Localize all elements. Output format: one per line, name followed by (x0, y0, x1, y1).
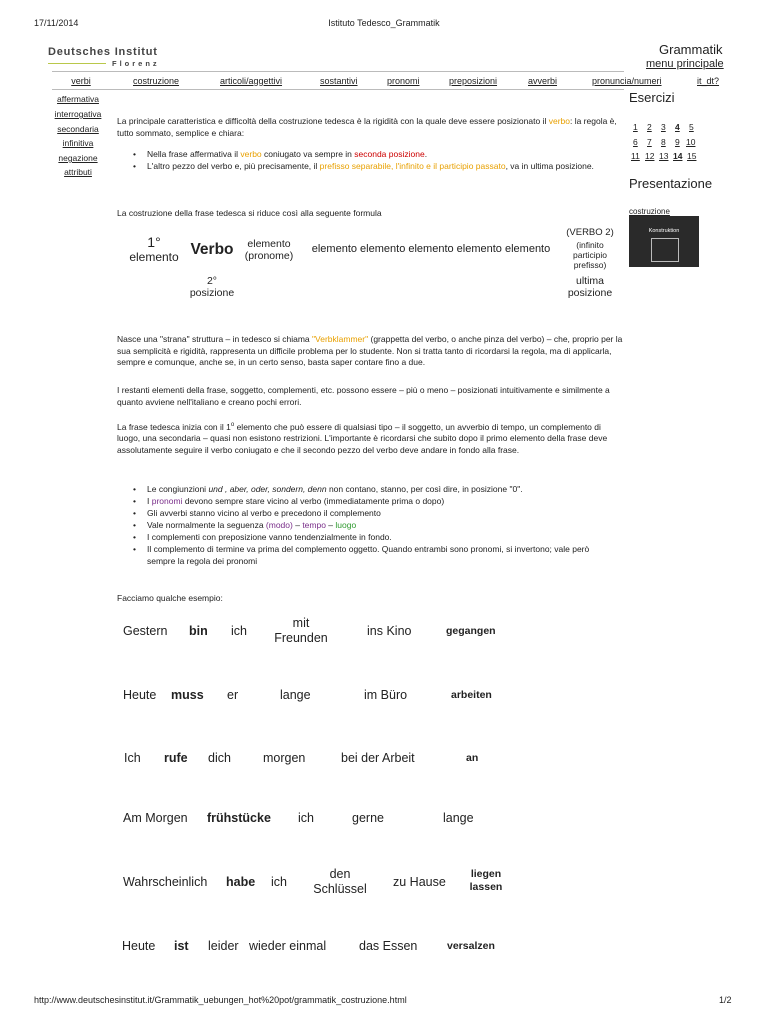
exercise-link-10[interactable]: 10 (686, 137, 696, 147)
example-verb: rufe (164, 751, 188, 765)
example-word: gerne (352, 811, 384, 825)
logo-line2: Florenz (112, 59, 160, 68)
nav-pronuncia[interactable]: pronuncia/numeri (592, 76, 662, 86)
example-word: ich (271, 875, 287, 889)
rules-list (133, 148, 623, 172)
print-url: http://www.deutschesinstitut.it/Grammatik_uebungen_hot%20pot/grammatik_costruzione.html (34, 995, 407, 1005)
example-word: leider (208, 939, 239, 953)
tip-item-4: • Vale normalmente la seguenza (modo) – tempo – luogo (133, 519, 603, 531)
presentation-thumbnail[interactable] (629, 216, 699, 267)
example-verb: habe (226, 875, 256, 889)
logo-line1: Deutsches Institut (48, 46, 158, 58)
nav-avverbi[interactable]: avverbi (528, 76, 558, 86)
tip-item-2: • I pronomi devono sempre stare vicino al verbo (immediatamente prima o dopo) (133, 495, 603, 507)
exercise-link-14[interactable]: 14 (673, 151, 683, 161)
example-word: lange (443, 811, 474, 825)
exercise-link-7[interactable]: 7 (647, 137, 652, 147)
sidebar-item-affermativa[interactable]: affermativa (57, 94, 99, 104)
formula-second-pos: 2° posizione (189, 275, 235, 300)
exercise-link-9[interactable]: 9 (675, 137, 680, 147)
exercise-link-8[interactable]: 8 (661, 137, 666, 147)
exercise-link-15[interactable]: 15 (687, 151, 697, 161)
exercise-link-2[interactable]: 2 (647, 122, 652, 132)
nav-costruzione[interactable]: costruzione (133, 76, 180, 86)
example-word: ins Kino (367, 624, 412, 638)
nav-bottom-rule (52, 89, 624, 90)
esercizi-heading: Esercizi (629, 90, 675, 105)
exercise-link-13[interactable]: 13 (659, 151, 669, 161)
nav-pronomi[interactable]: pronomi (387, 76, 420, 86)
example-word: Wahrscheinlich (123, 875, 208, 889)
example-verb: muss (171, 688, 204, 702)
example-word: den Schlüssel (313, 867, 367, 896)
intro-verbo: verbo (548, 116, 570, 126)
exercise-link-3[interactable]: 3 (661, 122, 666, 132)
nav-articoli[interactable]: articoli/aggettivi (220, 76, 283, 86)
site-logo[interactable] (48, 46, 160, 68)
example-verb-end: liegen lassen (469, 868, 503, 893)
nav-verbi[interactable]: verbi (71, 76, 91, 86)
formula-last-pos: ultima posizione (567, 275, 613, 300)
print-page: 1/2 (719, 995, 732, 1005)
rule-item-1: • Nella frase affermativa il verbo coniugato va sempre in seconda posizione. (133, 148, 623, 160)
formula-verbo: Verbo (190, 241, 234, 258)
example-word: morgen (263, 751, 306, 765)
example-verb: bin (189, 624, 208, 638)
example-word: Heute (122, 939, 156, 953)
example-word: das Essen (359, 939, 418, 953)
intro-text-2: : la regola è, tutto sommato, semplice e chiara: (117, 116, 617, 138)
print-date: 17/11/2014 (34, 18, 79, 28)
formula-first-sub: elemento (129, 250, 179, 264)
example-word: Gestern (123, 624, 168, 638)
example-word: mit Freunden (274, 616, 328, 645)
sidebar-item-negazione[interactable]: negazione (58, 153, 98, 163)
nav-sostantivi[interactable]: sostantivi (320, 76, 358, 86)
print-title: Istituto Tedesco_Grammatik (328, 18, 440, 28)
tips-list (133, 483, 603, 567)
presentazione-link[interactable]: costruzione (629, 207, 670, 216)
intro-paragraph (117, 116, 623, 139)
tip-item-5: • I complementi con preposizione vanno tendenzialmente in fondo. (133, 531, 603, 543)
example-word: dich (208, 751, 231, 765)
first-element-paragraph: La frase tedesca inizia con il 1$^o$ elemento che può essere di qualsiasi tipo – il soggetto, un avverbio di tempo, un complemento di luogo, una secondaria – quasi non esistono restrizioni. L'importante è ricordarsi che subito dopo il primo elemento della frase deve assolutamente seguire il verbo coniugato e che il secondo pezzo del verbo deve andare in fondo alla frase. (117, 421, 608, 455)
formula-verbo2-sub: (infinito participio prefisso) (572, 240, 608, 270)
exercise-link-5[interactable]: 5 (689, 122, 694, 132)
formula-elements: elemento elemento elemento elemento elemento (311, 243, 551, 255)
formula-elem-pronome: elemento (pronome) (244, 238, 294, 263)
tip-item-3: • Gli avverbi stanno vicino al verbo e precedono il complemento (133, 507, 603, 519)
example-word: Heute (123, 688, 157, 702)
formula-first: 1° (147, 234, 161, 250)
examples-caption: Facciamo qualche esempio: (117, 593, 223, 603)
sidebar-item-interrogativa[interactable]: interrogativa (54, 109, 102, 119)
sidebar-item-attributi[interactable]: attributi (64, 167, 92, 177)
rule-item-2: • L'altro pezzo del verbo e, più precisamente, il prefisso separabile, l'infinito e il participio passato, va in ultima posizione. (133, 160, 623, 172)
sidebar-item-secondaria[interactable]: secondaria (57, 124, 99, 134)
nav-preposizioni[interactable]: preposizioni (449, 76, 498, 86)
example-verb-end: arbeiten (451, 689, 492, 701)
example-word: bei der Arbeit (341, 751, 415, 765)
example-word: lange (280, 688, 311, 702)
presentazione-heading: Presentazione (629, 176, 713, 191)
exercise-link-12[interactable]: 12 (645, 151, 655, 161)
example-word: zu Hause (393, 875, 446, 889)
formula-verbo2: (VERBO 2) (566, 227, 614, 238)
other-elements-paragraph: I restanti elementi della frase, soggetto, complementi, etc. possono essere – più o meno – posizionati intuitivamente e similmente a quanto avviene nell'italiano e creano pochi errori. (117, 385, 610, 407)
tip-item-6: • Il complemento di termine va prima del complemento oggetto. Quando entrambi sono pronomi, si invertono; vale però sempre la regola dei pronomi (133, 543, 603, 567)
exercise-link-1[interactable]: 1 (633, 122, 638, 132)
tip-item-1: • Le congiunzioni und , aber, oder, sondern, denn non contano, stanno, per così dire, in posizione "0". (133, 483, 603, 495)
example-verb: frühstücke (207, 811, 271, 825)
exercise-link-11[interactable]: 11 (631, 151, 640, 161)
example-word: ich (298, 811, 314, 825)
sidebar-item-infinitiva[interactable]: infinitiva (62, 138, 94, 148)
example-word: wieder einmal (249, 939, 327, 953)
logo-rule (48, 63, 106, 64)
example-verb: ist (174, 939, 189, 953)
section-title: Grammatik (659, 42, 723, 57)
verbklammer-paragraph: Nasce una "strana" struttura – in tedesco si chiama "Verbklammer" (grappetta del verbo, o anche pinza del verbo) – che, proprio per la sua semplicità e rigidità, rappresenta un difficile problema per lo studente. Non si tratta tanto di ricordarsi la regola, ma di applicarla, sempre e comunque, anche se, in un certo senso, basta saper contare fino a due. (117, 334, 623, 367)
example-word: Ich (124, 751, 141, 765)
exercise-link-6[interactable]: 6 (633, 137, 638, 147)
thumbnail-title: Konstruktion (648, 228, 680, 234)
example-word: ich (231, 624, 247, 638)
menu-principale-link[interactable]: menu principale (646, 58, 724, 70)
example-word: Am Morgen (123, 811, 188, 825)
example-verb-end: versalzen (447, 940, 495, 952)
example-word: er (227, 688, 239, 702)
example-verb-end: gegangen (446, 625, 496, 637)
intro-text-1: La principale caratteristica e difficoltà della costruzione tedesca è la rigidità con la quale deve essere posizionato il (117, 116, 547, 126)
exercise-link-4[interactable]: 4 (675, 122, 680, 132)
formula-caption: La costruzione della frase tedesca si riduce così alla seguente formula (117, 208, 382, 218)
example-verb-end: an (466, 752, 479, 764)
example-word: im Büro (364, 688, 408, 702)
nav-top-rule (52, 71, 624, 72)
nav-it-dt[interactable]: it_dt? (697, 76, 720, 86)
thumbnail-figure (651, 238, 679, 262)
